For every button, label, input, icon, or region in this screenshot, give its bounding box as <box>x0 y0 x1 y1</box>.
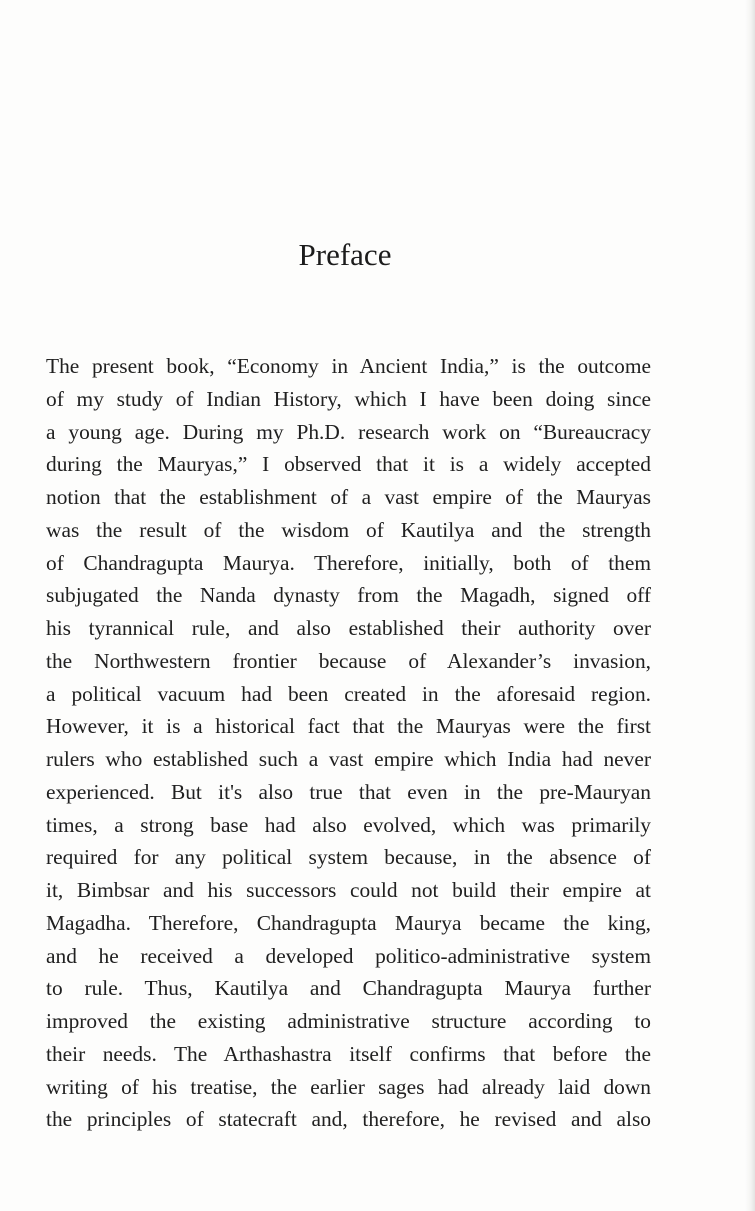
text-line: However, it is a historical fact that the Mauryas were the first <box>46 714 651 739</box>
text-line: required for any political system because, in the absence of <box>46 845 651 870</box>
page-edge-shadow <box>745 0 755 1211</box>
text-line: his tyrannical rule, and also established their authority over <box>46 616 651 640</box>
text-line: writing of his treatise, the earlier sages had already laid down <box>46 1074 651 1099</box>
text-line: times, a strong base had also evolved, which was primarily <box>46 812 651 837</box>
text-line: improved the existing administrative structure according to <box>46 1009 651 1033</box>
preface-body <box>46 350 651 1136</box>
text-line: a young age. During my Ph.D. research work on “Bureaucracy <box>46 419 651 444</box>
text-line: and he received a developed politico-administrative system <box>46 943 651 968</box>
text-line: the principles of statecraft and, therefore, he revised and also <box>46 1107 651 1132</box>
text-line: of Chandragupta Maurya. Therefore, initially, both of them <box>46 550 651 575</box>
text-line: it, Bimbsar and his successors could not build their empire at <box>46 878 651 902</box>
text-line: rulers who established such a vast empire which India had never <box>46 747 651 771</box>
text-line: experienced. But it's also true that even in the pre-Mauryan <box>46 779 651 804</box>
text-line: Magadha. Therefore, Chandragupta Maurya became the king, <box>46 910 651 935</box>
text-line: a political vacuum had been created in the aforesaid region. <box>46 681 651 706</box>
text-line: notion that the establishment of a vast empire of the Mauryas <box>46 485 651 509</box>
text-line: was the result of the wisdom of Kautilya and the strength <box>46 517 651 542</box>
text-line: during the Mauryas,” I observed that it is a widely accepted <box>46 452 651 477</box>
text-line: of my study of Indian History, which I have been doing since <box>46 386 651 411</box>
text-line: The present book, “Economy in Ancient India,” is the outcome <box>46 354 651 378</box>
text-line: subjugated the Nanda dynasty from the Magadh, signed off <box>46 583 651 608</box>
text-line: the Northwestern frontier because of Alexander’s invasion, <box>46 648 651 673</box>
text-line: to rule. Thus, Kautilya and Chandragupta Maurya further <box>46 976 651 1001</box>
page-title: Preface <box>298 237 392 272</box>
text-line: their needs. The Arthashastra itself confirms that before the <box>46 1041 651 1066</box>
